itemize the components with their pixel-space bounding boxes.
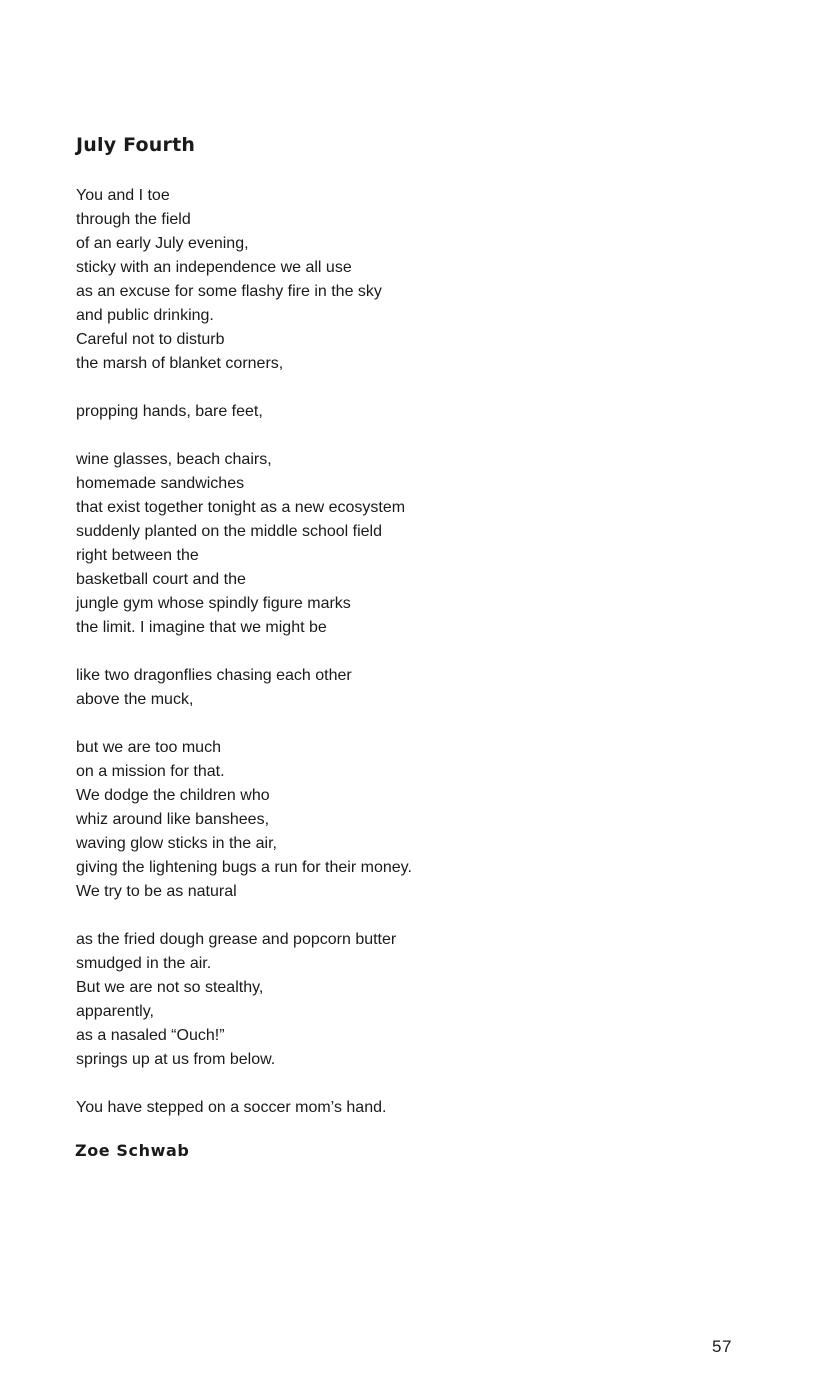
stanza (76, 928, 676, 1072)
stanza (76, 184, 676, 376)
poem-line: jungle gym whose spindly figure marks (76, 595, 351, 612)
stanza (76, 664, 676, 712)
poem-line: above the muck, (76, 691, 194, 708)
poem-line: springs up at us from below. (76, 1051, 276, 1068)
poem-line: suddenly planted on the middle school field (76, 523, 382, 540)
stanza (76, 448, 676, 640)
poem-line: but we are too much (76, 739, 221, 756)
poem-line: sticky with an independence we all use (76, 259, 352, 276)
poem-line: right between the (76, 547, 199, 564)
poem-line: You have stepped on a soccer mom’s hand. (76, 1099, 387, 1116)
poem-line: giving the lightening bugs a run for their money. (76, 859, 412, 876)
poem-line: homemade sandwiches (76, 475, 245, 492)
poem-line: whiz around like banshees, (76, 811, 270, 828)
poem-line: basketball court and the (76, 571, 246, 588)
stanza (76, 736, 676, 904)
poem-line: like two dragonflies chasing each other (76, 667, 352, 684)
poem-line: the limit. I imagine that we might be (76, 619, 327, 636)
poem-author: Zoe Schwab (75, 1141, 190, 1160)
stanza (76, 400, 676, 424)
poem-line: Careful not to disturb (76, 331, 225, 348)
poem-line: as a nasaled “Ouch!” (76, 1027, 225, 1044)
poem-line: of an early July evening, (76, 235, 249, 252)
poem-line: apparently, (76, 1003, 154, 1020)
poem-line: and public drinking. (76, 307, 214, 324)
poem-line: on a mission for that. (76, 763, 225, 780)
poem-line: We dodge the children who (76, 787, 270, 804)
poem-line: smudged in the air. (76, 955, 212, 972)
poem-line: propping hands, bare feet, (76, 403, 263, 420)
page-number: 57 (712, 1337, 732, 1356)
stanza (76, 1096, 676, 1120)
poem-line: wine glasses, beach chairs, (76, 451, 272, 468)
poem-line: You and I toe (76, 187, 170, 204)
poem-line: We try to be as natural (76, 883, 237, 900)
poem-line: the marsh of blanket corners, (76, 355, 284, 372)
poem-line: that exist together tonight as a new ecosystem (76, 499, 406, 516)
poem-line: as the fried dough grease and popcorn butter (76, 931, 397, 948)
poem-line: through the field (76, 211, 191, 228)
poem-line: waving glow sticks in the air, (76, 835, 277, 852)
poem-title: July Fourth (76, 134, 196, 156)
poem-body (76, 184, 676, 1120)
poem-line: But we are not so stealthy, (76, 979, 264, 996)
poem-line: as an excuse for some flashy fire in the sky (76, 283, 382, 300)
